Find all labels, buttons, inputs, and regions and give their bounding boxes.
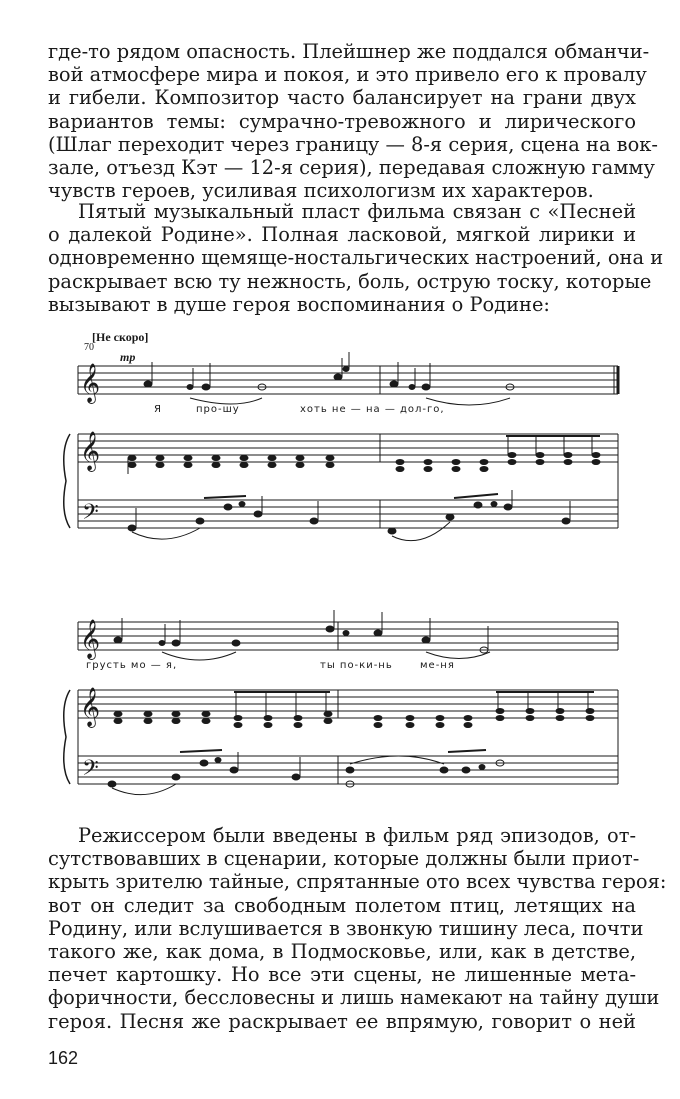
lyrics-line: ме-ня <box>420 660 455 671</box>
text-line: зале, отъезд Кэт — 12-я серия), передавая сложную гамму <box>48 156 655 180</box>
text-line: сутствовавших в сценарии, которые должны были приот- <box>48 847 640 871</box>
lyrics-line: грусть мо — я, <box>86 660 178 671</box>
text-line: раскрывает всю ту нежность, боль, острую тоску, которые <box>48 269 652 293</box>
voice-staff <box>78 622 618 650</box>
text-line: (Шлаг переходит через границу — 8-я серия, сцена на вок- <box>48 132 658 156</box>
lyrics-line: про-шу <box>196 404 240 415</box>
text-line: форичности, бессловесны и лишь намекают на тайну души <box>48 986 660 1010</box>
tempo-marking: [Не скоро] <box>92 330 149 344</box>
bass-clef-icon: 𝄢 <box>82 756 99 786</box>
text-line: вот он следит за свободным полетом птиц, летящих на <box>48 893 636 917</box>
text-line: такого же, как дома, в Подмосковье, или, как в детстве, <box>48 940 636 964</box>
text-line: чувств героев, усиливая психологизм их характеров. <box>48 179 594 203</box>
text-line: крыть зрителю тайные, спрятанные ото всех чувства героя: <box>48 870 667 894</box>
piano-left-hand-notes <box>108 750 504 795</box>
page-number: 162 <box>48 1048 79 1068</box>
bass-clef-icon: 𝄢 <box>82 500 99 530</box>
text-line: героя. Песня же раскрывает ее впрямую, говорит о ней <box>48 1009 636 1033</box>
text-line: Родину, или вслушивается в звонкую тишину леса, почти <box>48 916 644 940</box>
treble-clef-icon: 𝄞 <box>80 363 101 403</box>
lyrics-line: ты по-ки-нь <box>320 660 393 671</box>
text-line: печет картошку. Но все эти сцены, не лишенные мета- <box>48 963 636 987</box>
paragraph-3 <box>48 824 667 1033</box>
brace-icon <box>64 690 70 784</box>
text-line: о далекой Родине». Полная ласковой, мягкой лирики и <box>48 223 636 247</box>
score-system-1 <box>64 330 618 541</box>
text-line: Режиссером были введены в фильм ряд эпизодов, от- <box>78 824 636 847</box>
lyrics-line: Я <box>154 404 162 415</box>
treble-clef-icon: 𝄞 <box>80 687 101 727</box>
treble-clef-icon: 𝄞 <box>80 619 101 659</box>
text-line: Пятый музыкальный пласт фильма связан с «Песней <box>78 200 636 223</box>
text-line: вызывают в душе героя воспоминания о Родине: <box>48 292 550 316</box>
voice-notes <box>114 610 490 660</box>
treble-clef-icon: 𝄞 <box>80 431 101 471</box>
brace-icon <box>64 434 70 528</box>
dynamic-marking: mp <box>120 350 136 364</box>
text-line: одновременно щемяще-ностальгических настроений, она и <box>48 246 664 270</box>
text-line: где-то рядом опасность. Плейшнер же поддался обманчи- <box>48 40 650 63</box>
voice-notes <box>144 352 514 405</box>
lyrics-line: хоть не — на — дол-го, <box>300 404 445 415</box>
piano-left-hand-notes <box>128 490 570 541</box>
measure-number: 70 <box>84 342 94 353</box>
text-line: и гибели. Композитор часто балансирует на грани двух <box>48 86 636 110</box>
text-line: вой атмосфере мира и покоя, и это привело его к провалу <box>48 63 647 87</box>
score-system-2 <box>64 610 618 795</box>
text-line: вариантов темы: сумрачно-тревожного и лирического <box>48 109 636 133</box>
